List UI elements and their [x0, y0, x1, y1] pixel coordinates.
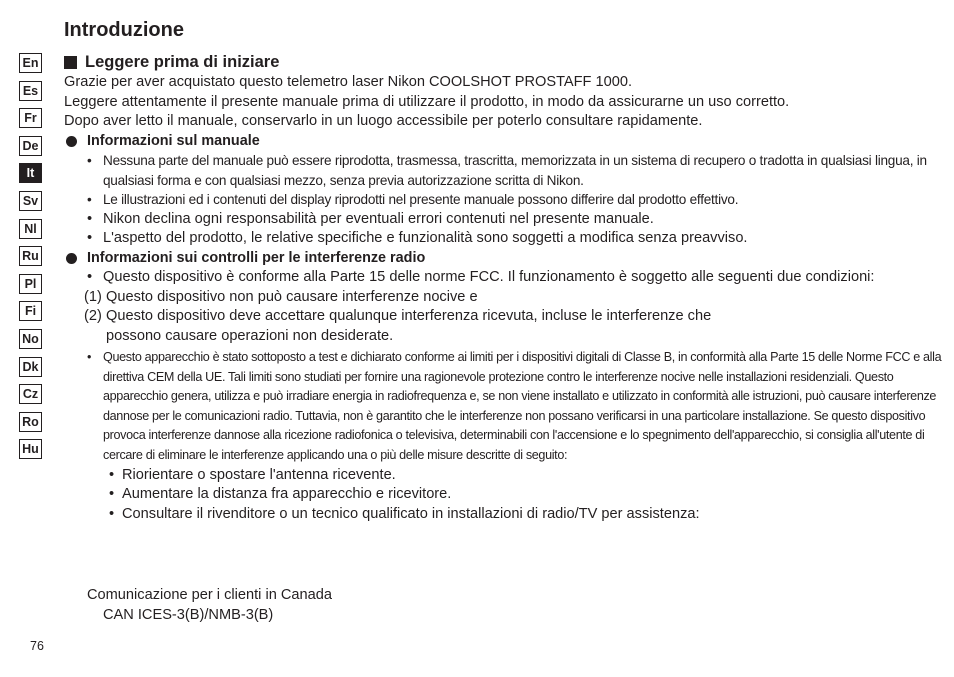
- radio-info-heading-text: Informazioni sui controlli per le interferenze radio: [87, 250, 426, 267]
- radio-info-list: [64, 268, 944, 288]
- language-tab-fr[interactable]: Fr: [19, 108, 42, 128]
- class-b-statement: • Questo apparecchio è stato sottoposto a test e dichiarato conforme ai limiti per i dispositivi digitali di Classe B, in conformità alla Parte 15 delle Norme FCC e alla direttiva CEM della UE. Tali limiti sono studiati per fornire una ragionevole protezione contro le interferenze nocive nelle installazioni residenziali. Questo apparecchio genera, utilizza e può irradiare energia in radiofrequenza e, se non viene installato e utilizzato in conformità alle istruzioni, può causare interferenze dannose per le comunicazioni radio. Tuttavia, non è garantito che le interferenze non possano verificarsi in una particolare installazione. Se questo dispositivo provoca interferenze dannose alla ricezione radiofonica o televisiva, determinabili con l'accensione e lo spegnimento dell'apparecchio, si consiglia all'utente di cercare di eliminare le interferenze applicando una o più delle misure descritte di seguito:: [85, 348, 944, 466]
- condition-item: [64, 307, 944, 346]
- list-item: • Nessuna parte del manuale può essere riprodotta, trasmessa, trascritta, memorizzata in un sistema di recupero o tradotta in qualsiasi lingua, in qualsiasi forma e con qualsiasi mezzo, senza previa autorizzazione scritta di Nikon.: [85, 151, 944, 190]
- class-b-list: [64, 348, 944, 466]
- condition-item: [64, 288, 944, 308]
- measure-item: • Consultare il rivenditore o un tecnico qualificato in installazioni di radio/TV per assistenza:: [109, 505, 944, 525]
- language-tab-dk[interactable]: Dk: [19, 357, 42, 377]
- condition-number: (1): [84, 288, 102, 305]
- measure-item: • Aumentare la distanza fra apparecchio e ricevitore.: [109, 485, 944, 505]
- condition-text-continued: possono causare operazioni non desiderate.: [106, 327, 394, 344]
- canada-notice-code: CAN ICES-3(B)/NMB-3(B): [103, 606, 274, 623]
- manual-info-list: [64, 151, 944, 249]
- language-tab-it[interactable]: It: [19, 163, 42, 183]
- language-tab-es[interactable]: Es: [19, 81, 42, 101]
- intro-paragraph: Leggere attentamente il presente manuale prima di utilizzare il prodotto, in modo da assicurarne un uso corretto.: [64, 93, 790, 110]
- language-tab-sv[interactable]: Sv: [19, 191, 42, 211]
- condition-text: Questo dispositivo non può causare interferenze nocive e: [106, 288, 478, 305]
- language-tab-pl[interactable]: Pl: [19, 274, 42, 294]
- section-heading: [64, 52, 944, 73]
- language-tab-en[interactable]: En: [19, 53, 42, 73]
- language-tab-ro[interactable]: Ro: [19, 412, 42, 432]
- measure-item: • Riorientare o spostare l'antenna ricevente.: [109, 466, 944, 486]
- language-tabs: [19, 53, 42, 467]
- intro-paragraph: Grazie per aver acquistato questo telemetro laser Nikon COOLSHOT PROSTAFF 1000.: [64, 74, 633, 90]
- manual-info-heading-text: Informazioni sul manuale: [87, 133, 260, 150]
- language-tab-fi[interactable]: Fi: [19, 301, 42, 321]
- language-tab-no[interactable]: No: [19, 329, 42, 349]
- list-item: • Nikon declina ogni responsabilità per eventuali errori contenuti nel presente manuale.: [85, 210, 944, 230]
- language-tab-nl[interactable]: Nl: [19, 219, 42, 239]
- manual-info-heading: [64, 132, 944, 152]
- page-title: Introduzione: [64, 19, 184, 41]
- condition-number: (2): [84, 308, 102, 324]
- measures-list: [64, 466, 944, 525]
- page-number: 76: [30, 639, 44, 653]
- list-item: • Le illustrazioni ed i contenuti del display riprodotti nel presente manuale possono differire dal prodotto effettivo.: [85, 190, 944, 210]
- fcc-statement: • Questo dispositivo è conforme alla Parte 15 delle norme FCC. Il funzionamento è soggetto alle seguenti due condizioni:: [85, 268, 944, 288]
- circle-bullet-icon: [66, 253, 77, 264]
- language-tab-ru[interactable]: Ru: [19, 246, 42, 266]
- language-tab-cz[interactable]: Cz: [19, 384, 42, 404]
- canada-notice-title: Comunicazione per i clienti in Canada: [87, 587, 332, 603]
- page-content: [64, 52, 944, 524]
- section-heading-text: Leggere prima di iniziare: [85, 53, 280, 71]
- circle-bullet-icon: [66, 136, 77, 147]
- language-tab-hu[interactable]: Hu: [19, 439, 42, 459]
- condition-text: Questo dispositivo deve accettare qualunque interferenza ricevuta, incluse le interferenze che: [106, 308, 712, 324]
- square-bullet-icon: [64, 56, 77, 69]
- language-tab-de[interactable]: De: [19, 136, 42, 156]
- intro-paragraph: Dopo aver letto il manuale, conservarlo in un luogo accessibile per poterlo consultare rapidamente.: [64, 113, 703, 129]
- list-item: • L'aspetto del prodotto, le relative specifiche e funzionalità sono soggetti a modifica senza preavviso.: [85, 229, 944, 249]
- canada-notice: [87, 586, 332, 625]
- radio-info-heading: [64, 249, 944, 269]
